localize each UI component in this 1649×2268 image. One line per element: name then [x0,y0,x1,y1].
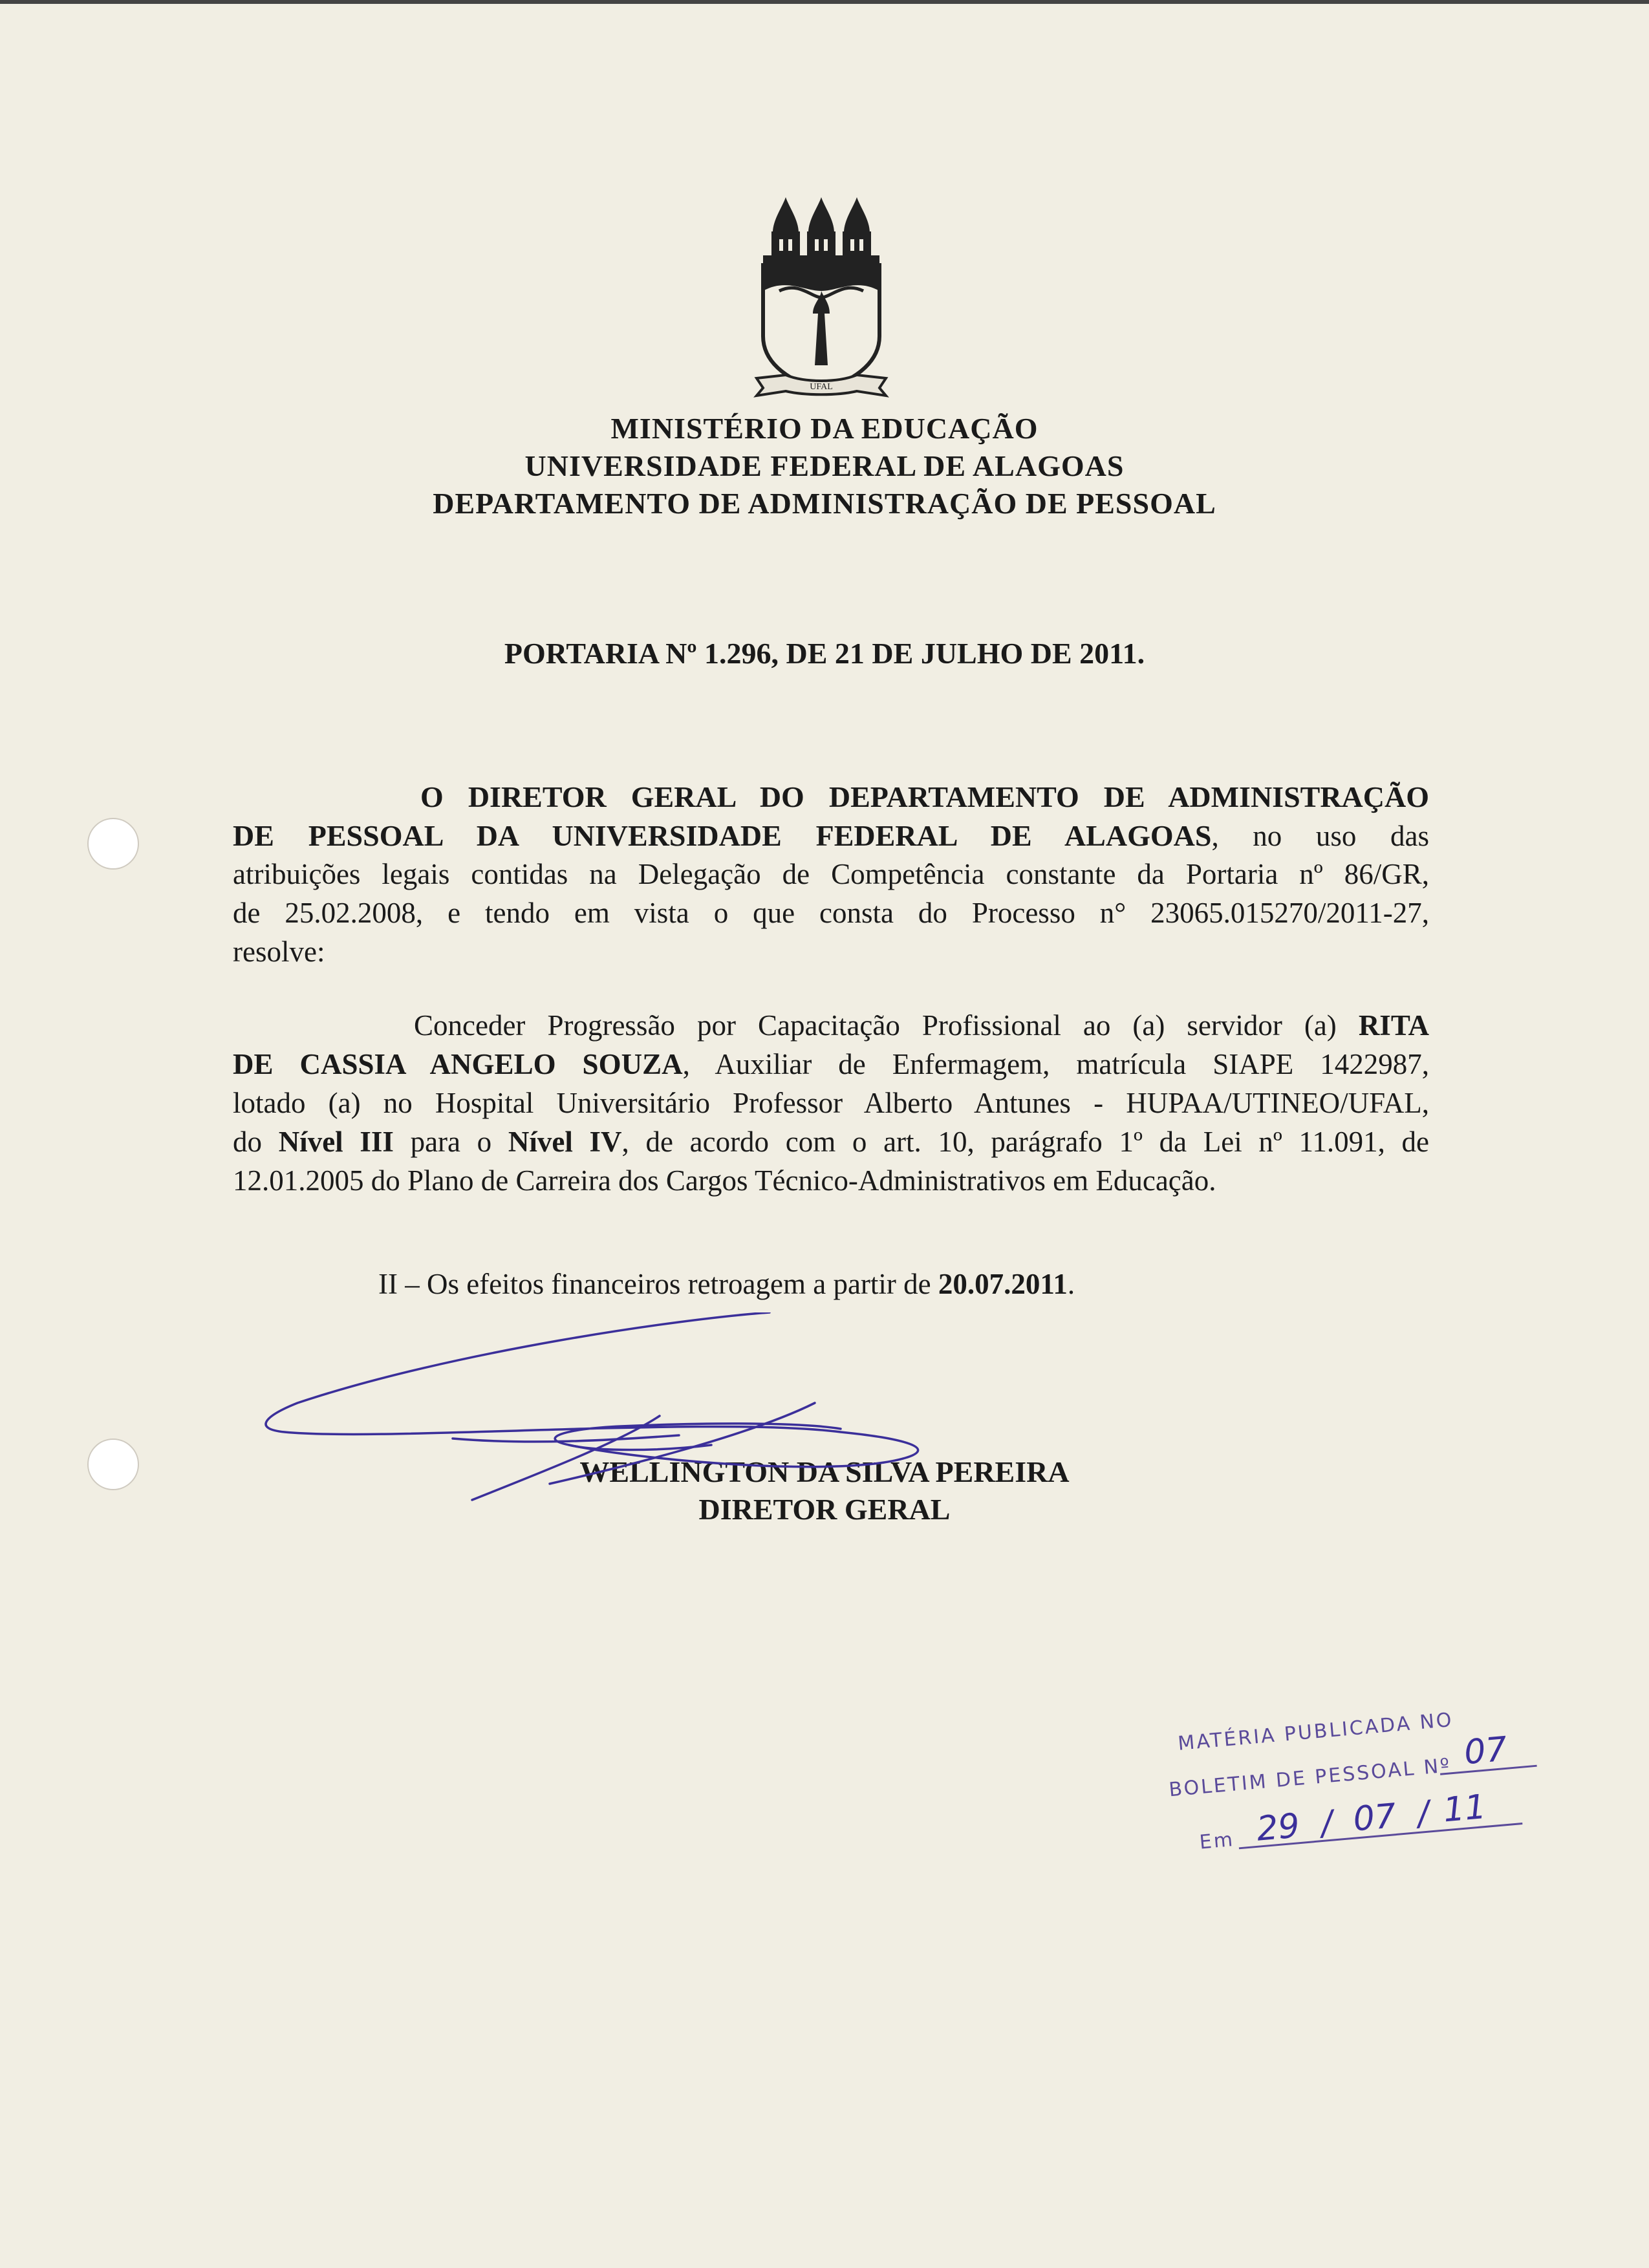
level-from: Nível III [278,1126,394,1158]
intro-institution: DE PESSOAL DA UNIVERSIDADE FEDERAL DE ALAGOAS [233,819,1212,852]
scan-edge [0,0,1649,4]
body-text: para o [393,1126,508,1158]
intro-line-5: resolve: [233,936,325,968]
signatory-role: DIRETOR GERAL [698,1493,951,1526]
effects-text: II – Os efeitos financeiros retroagem a partir de [378,1268,938,1300]
stamp-line-2: BOLETIM DE PESSOAL Nº [1168,1754,1452,1802]
crest-ribbon-text: UFAL [810,382,833,392]
handwritten-month: 07 [1352,1797,1398,1839]
effects-date: 20.07.2011 [938,1268,1068,1300]
body-line-4 [233,1125,1429,1159]
body-line-3: lotado (a) no Hospital Universitário Professor Alberto Antunes - HUPAA/UTINEO/UFAL, [233,1087,1429,1119]
intro-line-4: de 25.02.2008, e tendo em vista o que consta do Processo n° 23065.015270/2011-27, [233,897,1429,929]
intro-line-1: O DIRETOR GERAL DO DEPARTAMENTO DE ADMINISTRAÇÃO [420,780,1429,813]
body-line-1 [414,1009,1429,1042]
university-crest-icon [753,194,889,401]
body-text: do [233,1126,279,1158]
effects-line [378,1267,1075,1301]
level-to: Nível IV [508,1126,622,1158]
header-department: DEPARTAMENTO DE ADMINISTRAÇÃO DE PESSOAL [433,487,1216,520]
date-separator: / [1319,1803,1335,1843]
body-text: , de acordo com o art. 10, parágrafo 1º da Lei nº 11.091, de [621,1126,1429,1158]
body-text: Conceder Progressão por Capacitação Profissional ao (a) servidor (a) [414,1009,1359,1042]
intro-line-3: atribuições legais contidas na Delegação de Competência constante da Portaria nº 86/GR, [233,858,1429,890]
body-line-2 [233,1047,1429,1081]
punch-hole [87,818,139,870]
signatory-name: WELLINGTON DA SILVA PEREIRA [579,1455,1070,1488]
header-university: UNIVERSIDADE FEDERAL DE ALAGOAS [524,449,1125,482]
handwritten-signature [259,1312,1125,1506]
handwritten-year: 11 [1441,1787,1488,1830]
handwritten-boletim-number: 07 [1462,1729,1509,1773]
body-line-5: 12.01.2005 do Plano de Carreira dos Cargos Técnico-Administrativos em Educação. [233,1164,1216,1197]
stamp-line-1: MATÉRIA PUBLICADA NO [1177,1708,1454,1755]
body-text: , Auxiliar de Enfermagem, matrícula SIAPE 1422987, [682,1048,1429,1080]
stamp-line-3: Em [1198,1828,1236,1854]
effects-end: . [1067,1268,1075,1300]
handwritten-day: 29 [1255,1806,1302,1849]
servant-name-part: DE CASSIA ANGELO SOUZA [233,1048,683,1080]
servant-name-part: RITA [1358,1009,1429,1042]
header-ministry: MINISTÉRIO DA EDUCAÇÃO [610,412,1039,445]
intro-line-2 [233,818,1429,853]
portaria-title: PORTARIA Nº 1.296, DE 21 DE JULHO DE 2011. [504,637,1145,670]
intro-line-2-rest: , no uso das [1211,820,1430,852]
date-separator: / [1416,1793,1431,1834]
